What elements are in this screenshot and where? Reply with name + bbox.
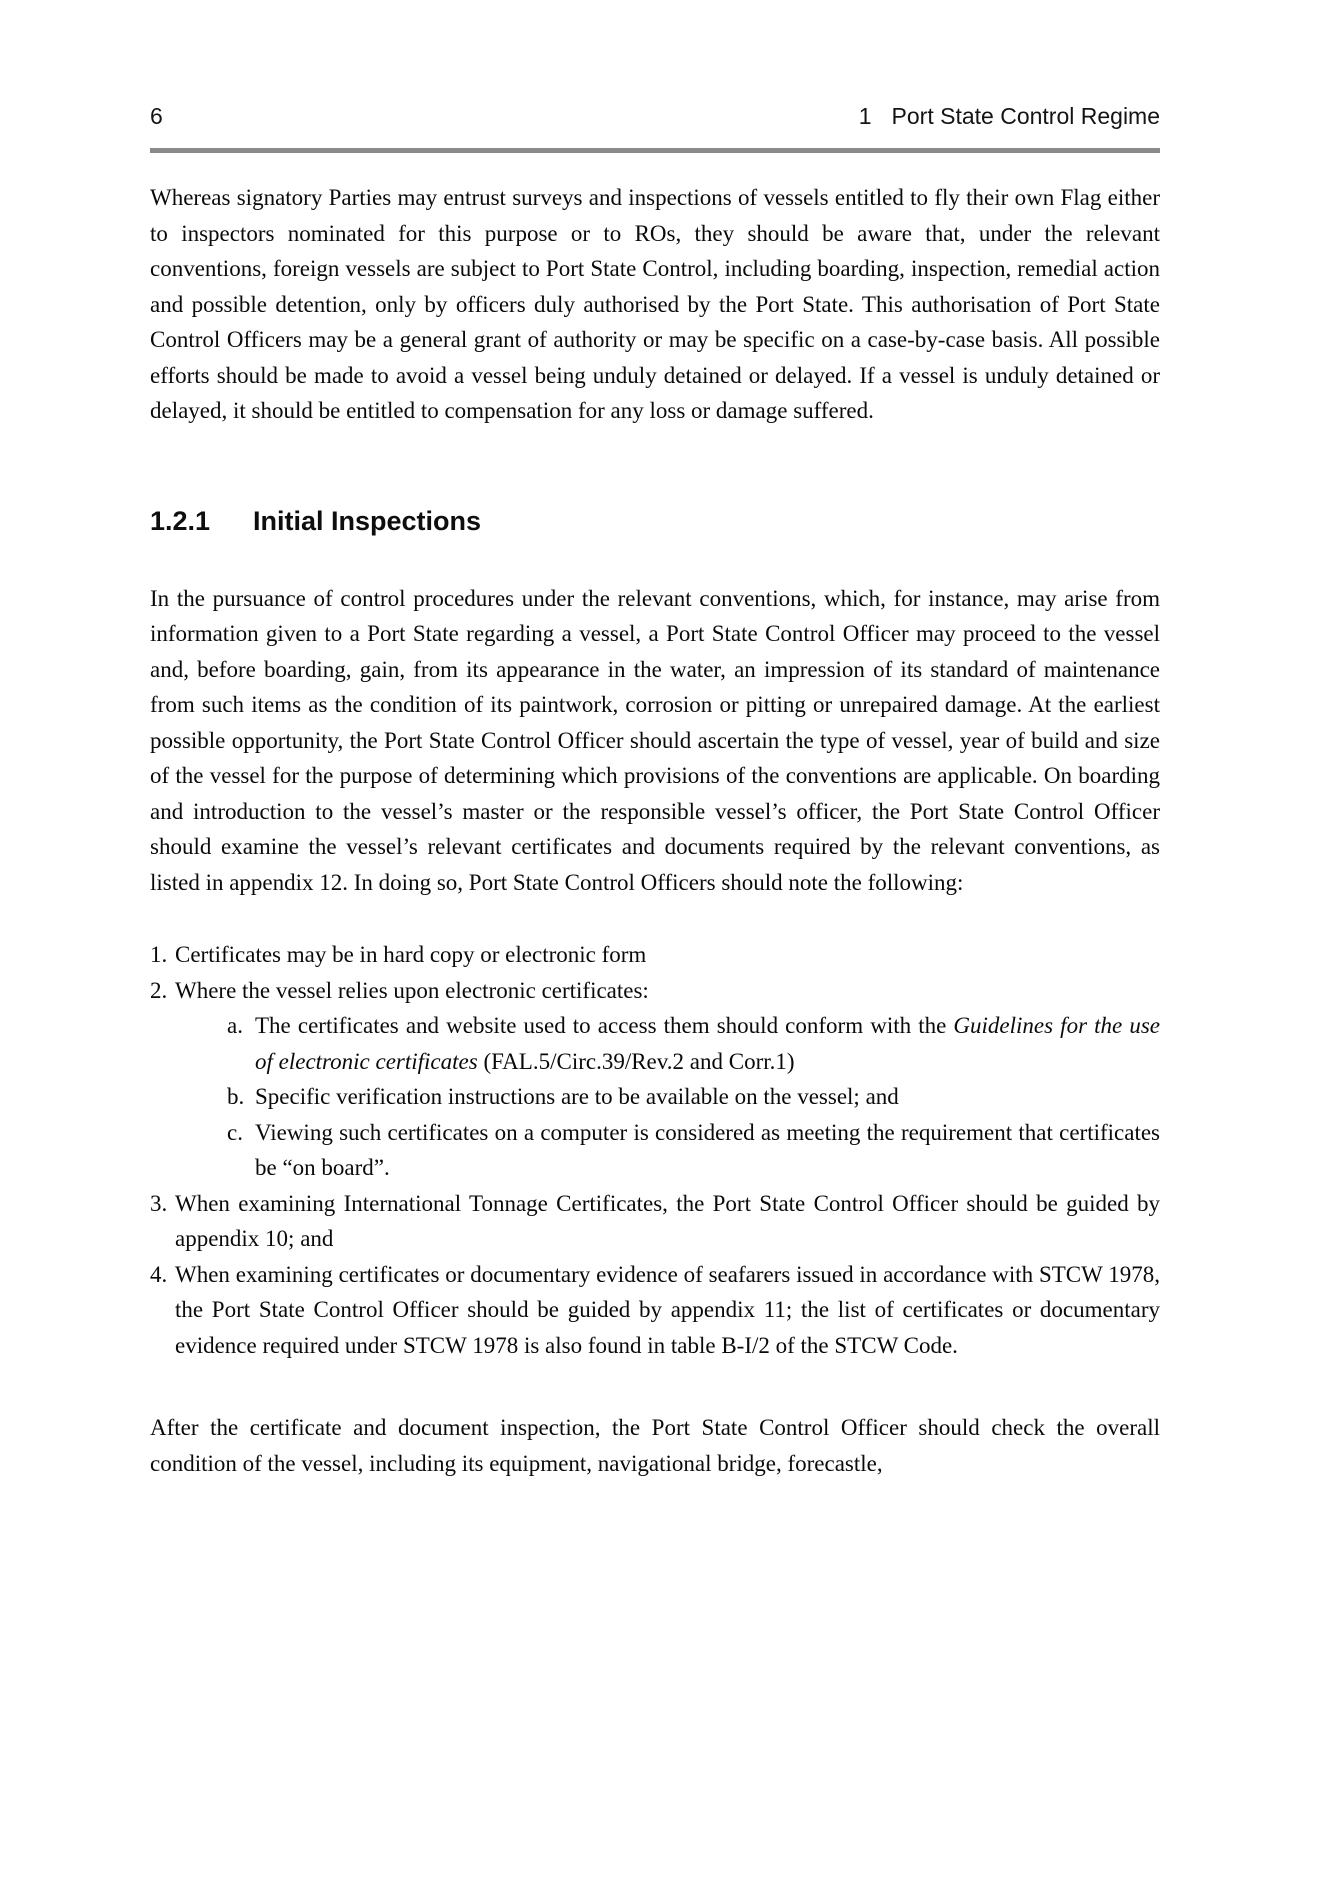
running-header bbox=[150, 103, 1160, 130]
list-marker: 2. bbox=[150, 977, 168, 1003]
chapter-number: 1 bbox=[858, 103, 872, 129]
header-rule bbox=[150, 148, 1160, 153]
section-heading bbox=[150, 505, 1160, 538]
paragraph-initial-inspections: In the pursuance of control procedures under the relevant conventions, which, for instance, may arise from information given to a Port State regarding a vessel, a Port State Control Officer may proceed to the vessel and, before boarding, gain, from its appearance in the water, an impression of its standard of maintenance from such items as the condition of its paintwork, corrosion or pitting or unrepaired damage. At the earliest possible opportunity, the Port State Control Officer should ascertain the type of vessel, year of build and size of the vessel for the purpose of determining which provisions of the conventions are applicable. On boarding and introduction to the vessel’s master or the responsible vessel’s officer, the Port State Control Officer should examine the vessel’s relevant certificates and documents required by the relevant conventions, as listed in appendix 12. In doing so, Port State Control Officers should note the following: bbox=[150, 585, 1160, 895]
page-number: 6 bbox=[150, 103, 163, 129]
list-subitem-c bbox=[150, 1115, 1160, 1186]
section-number: 1.2.1 bbox=[150, 505, 211, 536]
sublist-item-text: Viewing such certificates on a computer is considered as meeting the requirement that certificates be “on board”. bbox=[255, 1119, 1160, 1180]
list-item-text: When examining International Tonnage Certificates, the Port State Control Officer should be guided by appendix 10; and bbox=[175, 1190, 1160, 1251]
list-marker: 1. bbox=[150, 942, 168, 967]
sublist-marker: b. bbox=[227, 1084, 245, 1109]
chapter-title: Port State Control Regime bbox=[891, 103, 1160, 129]
list-item-3 bbox=[150, 1186, 1160, 1257]
list-item-4 bbox=[150, 1257, 1160, 1364]
sublist-marker: c. bbox=[227, 1119, 243, 1145]
paragraph-after-inspection: After the certificate and document inspection, the Port State Control Officer should check the overall condition of the vessel, including its equipment, navigational bridge, forecastle, bbox=[150, 1415, 1160, 1476]
section-title: Initial Inspections bbox=[253, 505, 482, 536]
subitem-a-text-after: (FAL.5/Circ.39/Rev.2 and Corr.1) bbox=[477, 1048, 795, 1074]
guidelines-reference-italic: Guidelines for the use of electronic certificates bbox=[255, 1013, 1160, 1074]
list-item-text: Certificates may be in hard copy or electronic form bbox=[175, 942, 647, 967]
list-item-text: Where the vessel relies upon electronic certificates: bbox=[175, 977, 649, 1003]
list-item-2 bbox=[150, 973, 1160, 1009]
list-marker: 3. bbox=[150, 1190, 168, 1216]
list-subitem-b bbox=[150, 1079, 1160, 1115]
chapter-running-title bbox=[859, 103, 1160, 130]
sublist-marker: a. bbox=[227, 1013, 243, 1038]
list-subitem-a bbox=[150, 1008, 1160, 1079]
list-marker: 4. bbox=[150, 1261, 168, 1287]
subitem-a-text-before: The certificates and website used to access them should conform with the bbox=[255, 1013, 954, 1038]
list-item-1 bbox=[150, 937, 1160, 973]
list-item-text: When examining certificates or documentary evidence of seafarers issued in accordance with STCW 1978, the Port State Control Officer should be guided by appendix 11; the list of certificates or documentary evidence required under STCW 1978 is also found in table B-I/2 of the STCW Code. bbox=[175, 1261, 1160, 1358]
ordered-list bbox=[150, 937, 1160, 1363]
paragraph-intro: Whereas signatory Parties may entrust surveys and inspections of vessels entitled to fly their own Flag either to inspectors nominated for this purpose or to ROs, they should be aware that, under the relevant conventions, foreign vessels are subject to Port State Control, including boarding, inspection, remedial action and possible detention, only by officers duly authorised by the Port State. This authorisation of Port State Control Officers may be a general grant of authority or may be specific on a case-by-case basis. All possible efforts should be made to avoid a vessel being unduly detained or delayed. If a vessel is unduly detained or delayed, it should be entitled to compensation for any loss or damage suffered. bbox=[150, 185, 1160, 423]
sublist-item-text bbox=[255, 1008, 1160, 1079]
sublist-item-text: Specific verification instructions are to be available on the vessel; and bbox=[255, 1084, 899, 1109]
